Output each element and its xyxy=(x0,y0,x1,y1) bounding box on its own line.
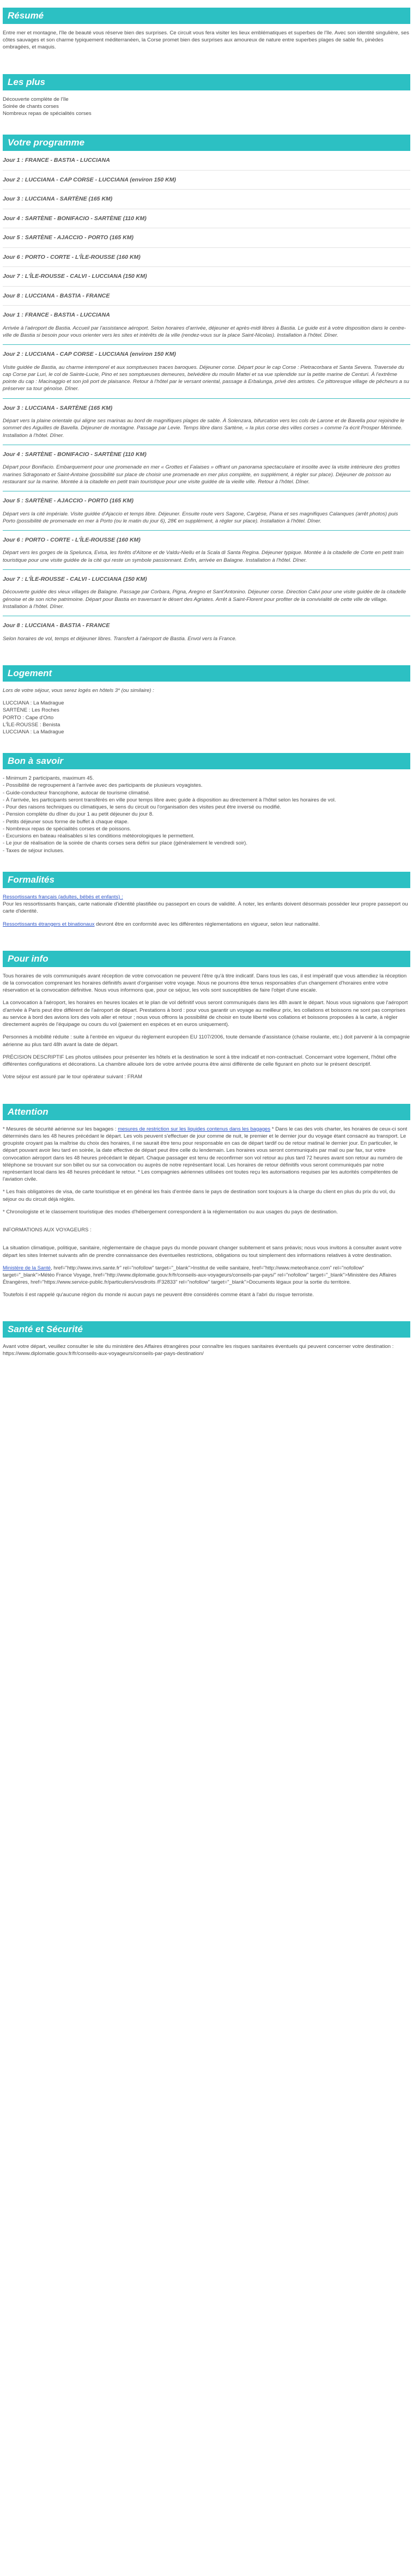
divider xyxy=(3,344,410,345)
divider xyxy=(3,286,410,287)
section-logement xyxy=(0,665,413,743)
programme-summary-item: Jour 2 : LUCCIANA - CAP CORSE - LUCCIANA (environ 150 KM) xyxy=(3,176,176,183)
day-title: Jour 7 : L'ÎLE-ROUSSE - CALVI - LUCCIANA (150 KM) xyxy=(3,575,147,582)
divider xyxy=(3,398,410,399)
info-item: - Pour des raisons techniques ou climatiques, le sens du circuit ou l'organisation des visites peut être inversé ou modifié. xyxy=(3,804,282,811)
section-pour-info xyxy=(0,951,413,1094)
section-sante xyxy=(0,1321,413,1370)
formalites-text: Pour les ressortissants français, carte nationale d'identité plastifiée ou passeport en cours de validité. À noter, les enfants doivent désormais posséder leur propre passeport ou carte d'identité. xyxy=(3,901,408,915)
attention-heading: INFORMATIONS AUX VOYAGEURS : xyxy=(3,1227,92,1234)
programme-summary-item: Jour 4 : SARTÈNE - BONIFACIO - SARTÈNE (110 KM) xyxy=(3,215,147,222)
section-header-attention: Attention xyxy=(3,1104,410,1120)
divider xyxy=(3,266,410,267)
hotel-item: LUCCIANA : La Madrague xyxy=(3,700,64,707)
day-text: Départ vers la plaine orientale qui aligne ses marinas au bord de magnifiques plages de sable. À Solenzara, bifurcation vers les cols de Larone et de Bavella pour rejoindre le sommet des Aiguilles de Bavella. Déjeuner de montagne. Passage par Levie. Temps libre dans Sartène, « la plus corse des villes corses » comme l'a écrit Prosper Mérimée. Installation à l'hôtel. Dîner. xyxy=(3,418,405,439)
info-item: - Guide-conducteur francophone, autocar de tourisme climatisé. xyxy=(3,789,150,796)
day-text: Départ vers les gorges de la Spelunca, Evisa, les forêts d'Aïtone et de Valdu-Niellu et la Scala di Santa Regina. Déjeuner typique. Montée à la citadelle de Corte en petit train touristique pour une visite guidée de la cité qui reste un symbole passionnant. Enfin, arrivée en Balagne. Installation à l'hôtel. Dîner. xyxy=(3,550,404,563)
formalites-etrangers xyxy=(3,921,410,928)
attention-paragraph: * Chronologiste et le classement touristique des modes d'hébergement correspondent à la réglementation ou aux usages du pays de destination. xyxy=(3,1208,338,1215)
programme-summary-item: Jour 5 : SARTÈNE - AJACCIO - PORTO (165 KM) xyxy=(3,234,133,241)
section-bon-a-savoir xyxy=(0,753,413,862)
info-paragraph: Votre séjour est assuré par le tour opérateur suivant : FRAM xyxy=(3,1074,142,1080)
ministere-sante-link[interactable]: Ministère de la Santé xyxy=(3,1264,51,1271)
info-item: - Minimum 2 participants, maximum 45. xyxy=(3,775,94,782)
day-text: Départ pour Bonifacio. Embarquement pour une promenade en mer « Grottes et Falaises » offrant un panorama spectaculaire et insolite avec la visite intérieure des grottes marines Sdragonato et Saint-Antoine (possibilité sur place de choisir une promenade en mer plus complète, en supplément, à régler sur place). Déjeuner de poisson au restaurant sur la marine. Montée à la citadelle en petit train touristique pour une visite guidée de la vieille ville. Retour à l'hôtel. Dîner. xyxy=(3,464,400,485)
day-title: Jour 1 : FRANCE - BASTIA - LUCCIANA xyxy=(3,312,110,319)
divider xyxy=(3,247,410,248)
info-paragraph: Personnes à mobilité réduite : suite à l'entrée en vigueur du règlement européen EU 1107/2006, toute demande d'assistance (chaise roulante, etc.) doit parvenir à la compagnie aérienne au plus tard 48h avant la date de départ. xyxy=(3,1034,410,1048)
attention-paragraph: La situation climatique, politique, sanitaire, réglementaire de chaque pays du monde pouvant changer subitement et sans préavis; nous vous invitons à consulter avant votre départ les sites Internet suivants afin de prendre connaissance des éventuelles restrictions, obligations ou tout simplement des informations relatives à votre destination. xyxy=(3,1245,402,1259)
programme-summary-item: Jour 8 : LUCCIANA - BASTIA - FRANCE xyxy=(3,292,110,299)
section-header-sante: Santé et Sécurité xyxy=(3,1321,410,1338)
section-header-pour-info: Pour info xyxy=(3,951,410,967)
day-title: Jour 6 : PORTO - CORTE - L'ÎLE-ROUSSE (160 KM) xyxy=(3,536,141,543)
hotel-item: LUCCIANA : La Madrague xyxy=(3,729,64,736)
attention-paragraph: * Les frais obligatoires de visa, de carte touristique et en général les frais d'entrée dans le pays de destination sont toujours à la charge du client en plus du prix du vol, du séjour ou du circuit déjà réglés. xyxy=(3,1189,396,1202)
divider xyxy=(3,305,410,306)
programme-summary-item: Jour 3 : LUCCIANA - SARTÈNE (165 KM) xyxy=(3,196,113,203)
formalites-link[interactable]: Ressortissants français (adultes, bébés et enfants) : xyxy=(3,894,123,900)
day-text: Arrivée à l'aéroport de Bastia. Accueil par l'assistance aéroport. Selon horaires d'arrivée, déjeuner et après-midi libres à Bastia. Le guide est à votre disposition dans le centre-ville de Bastia si besoin pour vous orienter vers les sites et intérêts de la ville (rendez-vous sur la place Saint-Nicolas). Installation à l'hôtel. Dîner. xyxy=(3,325,406,338)
section-header-plus: Les plus xyxy=(3,74,410,90)
programme-summary-item: Jour 6 : PORTO - CORTE - L'ÎLE-ROUSSE (160 KM) xyxy=(3,253,141,260)
day-title: Jour 8 : LUCCIANA - BASTIA - FRANCE xyxy=(3,622,110,629)
day-text: Départ vers la cité impériale. Visite guidée d'Ajaccio et temps libre. Déjeuner. Ensuite route vers Sagone, Cargèse, Piana et ses magnifiques Calanques (arrêt photos) puis Porto (possibilité de promenade en mer à Porto (ou le matin du jour 6), 28€ en supplément, à régler sur place). Installation à l'hôtel. Dîner. xyxy=(3,511,398,524)
day-text: Découverte guidée des vieux villages de Balagne. Passage par Corbara, Pigna, Aregno et Sant'Antonino. Déjeuner corse. Direction Calvi pour une visite guidée de la citadelle génoise et de son riche patrimoine. Départ pour Bastia en traversant le désert des Agriates. Arrêt à Saint-Florent pour profiter de la convivialité de cette ville de village. Installation à l'hôtel. Dîner. xyxy=(3,589,406,610)
section-header-resume: Résumé xyxy=(3,8,410,24)
divider xyxy=(3,530,410,531)
day-title: Jour 2 : LUCCIANA - CAP CORSE - LUCCIANA (environ 150 KM) xyxy=(3,351,176,358)
info-paragraph: PRÉCISION DESCRIPTIF Les photos utilisées pour présenter les hôtels et la destination le sont à titre indicatif et non-contractuel. Concernant votre logement, l'hôtel offre différentes configurations et décorations. La chambre allouée lors de votre arrivée pourra être ainsi différente de celle figurant en photo sur le présent descriptif. xyxy=(3,1054,397,1068)
info-paragraph: Tous horaires de vols communiqués avant réception de votre convocation ne peuvent l'être qu'à titre indicatif. Dans tous les cas, il est impératif que vous attendiez la réception de la convocation comprenant les horaires définitifs avant d'organiser votre voyage. Nous ne pourrons être tenus responsables d'un changement d'horaires entre votre réservation et la convocation définitive. Nous vous informons que, pour ce séjour, les vols sont susceptibles de faire l'objet d'une escale. xyxy=(3,973,407,994)
hotel-item: PORTO : Cape d'Orto xyxy=(3,714,54,721)
sante-text: Avant votre départ, veuillez consulter le site du ministère des Affaires étrangères pour connaître les risques sanitaires éventuels qui peuvent concerner votre destination : https://www.diplomatie.gouv.fr/fr/conseils-aux-voyageurs/conseils-par-pays-destination/ xyxy=(3,1344,394,1357)
divider xyxy=(3,189,410,190)
section-attention xyxy=(0,1104,413,1311)
day-text: Visite guidée de Bastia, au charme intemporel et aux somptueuses traces baroques. Déjeuner corse. Départ pour le cap Corse : Pietracorbara et Santa Severa. Traversée du cap Corse par Luri, le col de Sainte-Lucie, Pino et ses somptueuses demeures, belvédère du moulin Mattei et sa vue splendide sur la petite marine de Centuri. À l'extrême pointe du cap : Macinaggio et son joli port de plaisance. Retour à l'hôtel par le versant oriental, passage à Erbalunga, privé des artistes. Ce pittoresque village de pêcheurs a su préserver sa tour génoise. Dîner. xyxy=(3,364,409,392)
liquides-link[interactable]: mesures de restriction sur les liquides contenus dans les bagages xyxy=(118,1126,271,1132)
divider xyxy=(3,170,410,171)
programme-summary-item: Jour 7 : L'ÎLE-ROUSSE - CALVI - LUCCIANA (150 KM) xyxy=(3,273,147,280)
info-item: - Taxes de séjour incluses. xyxy=(3,847,64,854)
divider xyxy=(3,569,410,570)
section-resume xyxy=(0,8,413,64)
info-item: - Excursions en bateau réalisables si les conditions météorologiques le permettent. xyxy=(3,833,195,840)
attention-links: Ministère de la Santé, href="http://www.invs.sante.fr" rel="nofollow" target="_blank">Institut de veille sanitaire, href="http://www.meteofrance.com" rel="nofollow" target="_blank">Météo France Voyage, href="http://www.diplomatie.gouv.fr/fr/conseils-aux-voyageurs/conseils-par-pays/" rel="nofollow" target="_blank">Ministère des Affaires Étrangères, href="https://www.service-public.fr/particuliers/vosdroits /F32833" rel="nofollow" target="_blank">Documents légaux pour la sortie du territoire. xyxy=(3,1264,397,1285)
section-header-programme: Votre programme xyxy=(3,135,410,151)
section-header-logement: Logement xyxy=(3,665,410,682)
plus-item: Nombreux repas de spécialités corses xyxy=(3,111,92,117)
section-formalites xyxy=(0,872,413,941)
section-programme xyxy=(0,135,413,655)
info-item: - Possibilité de regroupement à l'arrivée avec des participants de plusieurs voyagistes. xyxy=(3,782,203,789)
plus-item: Découverte complète de l'île xyxy=(3,96,69,102)
day-title: Jour 3 : LUCCIANA - SARTÈNE (165 KM) xyxy=(3,404,113,411)
logement-intro: Lors de votre séjour, vous serez logés en hôtels 3* (ou similaire) : xyxy=(3,687,154,694)
hotel-item: L'ÎLE-ROUSSE : Benista xyxy=(3,721,60,728)
section-header-formalites: Formalités xyxy=(3,872,410,888)
formalites-etrangers-text: devront être en conformité avec les différentes réglementations en vigueur, selon leur nationalité. xyxy=(94,921,320,927)
formalites-etrangers-link[interactable]: Ressortissants étrangers et binationaux xyxy=(3,921,95,927)
plus-item: Soirée de chants corses xyxy=(3,103,59,110)
info-paragraph: La convocation à l'aéroport, les horaires en heures locales et le plan de vol définitif vous seront communiqués dans les 48h avant le départ. Nous vous signalons que l'aéroport d'arrivée à Paris peut être différent de l'aéroport de départ. Prestations à bord : pour vous garantir un voyage au meilleur prix, les collations et boissons ne sont pas comprises au service à bord des avions lors des vols aller et retour ; nous vous offrons la possibilité de choisir en toute liberté vos collations et boissons proposées à la carte, à régler directement auprès de l'équipage ou cours du vol (paiement en espèces et en euros uniquement). xyxy=(3,1000,408,1028)
attention-paragraph: Toutefois il est rappelé qu'aucune région du monde ni aucun pays ne peuvent être considérés comme étant à l'abri du risque terroriste. xyxy=(3,1291,314,1298)
info-item: - Nombreux repas de spécialités corses et de poissons. xyxy=(3,825,131,832)
hotel-item: SARTÈNE : Les Roches xyxy=(3,707,59,714)
section-plus xyxy=(0,74,413,125)
info-item: - Pension complète du dîner du jour 1 au petit déjeuner du jour 8. xyxy=(3,811,154,818)
info-item: - Le jour de réalisation de la soirée de chants corses sera défini sur place (généralement le vendredi soir). xyxy=(3,840,248,847)
resume-text: Entre mer et montagne, l'île de beauté vous réserve bien des surprises. Ce circuit vous fera visiter les lieux emblématiques et superbes de l'île. Avec son identité singulière, ses côtes sauvages et son charme typiquement méditerranéen, la Corse promet bien des surprises aux amoureux de nature entre superbes plages de sable fin, pinèdes ombragées, et maquis. xyxy=(3,30,409,51)
day-title: Jour 5 : SARTÈNE - AJACCIO - PORTO (165 KM) xyxy=(3,497,133,505)
day-text: Selon horaires de vol, temps et déjeuner libres. Transfert à l'aéroport de Bastia. Envol vers la France. xyxy=(3,635,237,642)
info-item: - Petits déjeuner sous forme de buffet à chaque étape. xyxy=(3,818,129,825)
info-item: - À l'arrivée, les participants seront transférés en ville pour temps libre avec guide à disposition au directement à l'hôtel selon les horaires de vol. xyxy=(3,797,336,803)
programme-summary-item: Jour 1 : FRANCE - BASTIA - LUCCIANA xyxy=(3,157,110,164)
day-title: Jour 4 : SARTÈNE - BONIFACIO - SARTÈNE (110 KM) xyxy=(3,451,147,458)
section-header-bon-a-savoir: Bon à savoir xyxy=(3,753,410,769)
attention-paragraph: * Mesures de sécurité aérienne sur les bagages : mesures de restriction sur les liquides contenus dans les bagages * Dans le cas des vols charter, les horaires de ceux-ci sont déterminés dans les 48 heures précédant le départ. Les vols peuvent s'effectuer de jour comme de nuit, le premier et le dernier jour du voyage étant consacré au transport. Le groupiste croyant pas la maîtrise du choix des horaires, il ne saurait être tenu pour responsable en cas de départ tardif ou de retour matinal le dernier jour. En particulier, le départ pouvant avoir lieu tard en soirée, la date effective de départ peut être celle du lendemain. Les horaires vous seront communiqués par mail ou par fax, sur votre convocation aéroport dans les 48 heures précédant le départ. Chaque passager est tenu de reconfirmer son vol retour au plus tard 72 heures avant son retour au numéro de téléphone se trouvant sur son billet ou sur sa convocation ou auprès de notre représentant local. Les horaires de retour définitifs vous seront communiqués par notre représentant local dans les 48 heures précédant le retour. * Les compagnies aériennes utilisées ont toutes reçu les autorisations requises par les autorités compétentes de l'aviation civile. xyxy=(3,1126,408,1183)
